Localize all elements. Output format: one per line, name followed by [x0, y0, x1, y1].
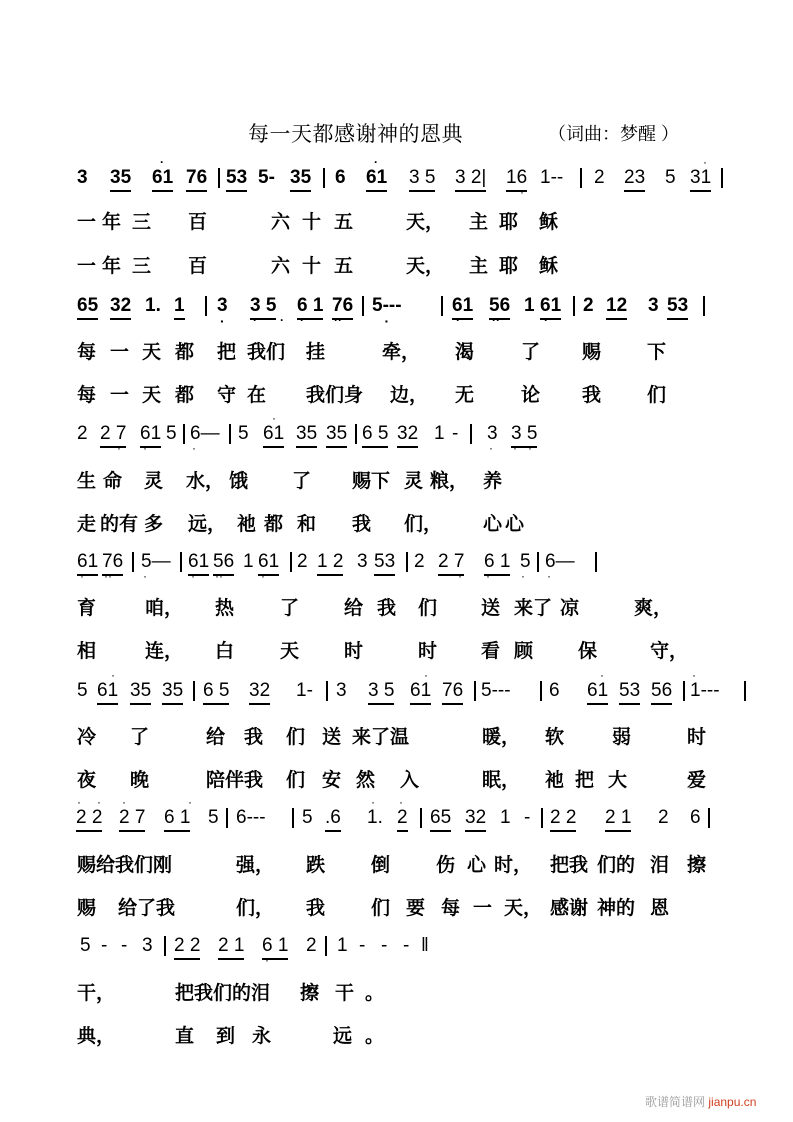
note: 35	[110, 166, 131, 192]
note: 3 2|	[455, 166, 486, 192]
bar-line	[683, 681, 685, 701]
note: 2	[397, 806, 408, 832]
note: .6	[325, 806, 341, 832]
notation-line-1: 3 35 61 · 76 53 5- 35 6 61 · 3 5 3 2| 16 · 1-- 2 23 5 31 ·	[0, 166, 793, 196]
note: 61	[452, 294, 473, 320]
watermark	[645, 1093, 756, 1110]
note: 53	[374, 550, 395, 576]
note: 3	[336, 680, 347, 701]
lyrics-line-2-verse-2: 每 一 天 都 守 在 我们身 边， 无 论 我 们	[77, 384, 667, 406]
note: 3 5	[409, 166, 435, 192]
bar-line	[193, 681, 195, 701]
lyrics-line-3-verse-1: 生 命 灵 水， 饿 了 赐下 灵 粮， 养	[77, 470, 503, 492]
note: 65	[77, 294, 98, 320]
note: 2 1	[605, 806, 631, 832]
note: 2 7	[438, 550, 464, 576]
bar-line	[703, 296, 705, 316]
lyrics-line-5-verse-2: 夜 晚 陪伴我 们 安 然 入 眠， 祂 把 大 爱	[77, 769, 707, 791]
note: 61	[587, 679, 608, 705]
note: 61	[366, 166, 387, 192]
bar-line	[325, 936, 327, 956]
bar-line	[292, 808, 294, 828]
note: 2 2	[174, 934, 200, 960]
note: 6 1	[262, 934, 288, 960]
note: 1---	[690, 680, 720, 701]
note: 2	[77, 423, 88, 444]
note: 3	[357, 551, 368, 572]
note: 32	[249, 679, 270, 705]
note: 1	[500, 807, 511, 828]
bar-line	[218, 168, 220, 188]
note: 1	[524, 295, 535, 316]
lyrics-line-3-verse-2: 走 的有 多 远， 祂 都 和 我 们， 心 心	[77, 513, 525, 535]
note: 5--- ·	[372, 294, 402, 318]
note: 61	[152, 166, 173, 192]
note: 2	[658, 807, 669, 828]
note: 3 5	[368, 679, 394, 705]
note: 6 1	[164, 806, 190, 832]
note: 1	[337, 935, 348, 956]
note: 6 5	[203, 679, 229, 705]
note: 56	[651, 679, 672, 705]
bar-line	[406, 552, 408, 572]
note: 61	[263, 422, 284, 448]
bar-line	[708, 808, 710, 828]
note: 35	[162, 679, 183, 705]
lyrics-line-6-verse-1: 赐给我们刚 强， 跌 倒 伤 心 时， 把我 们的 泪 擦	[77, 854, 707, 876]
note: 56	[213, 550, 234, 576]
note: 6	[549, 680, 560, 701]
lyrics-line-1-verse-2: 一 年 三 百 六 十 五 天， 主 耶 稣	[77, 255, 559, 277]
notation-line-3: 2 2 7 · 61 · 5 6— · 5 61 · 35 35 6 5 32 1 - 3 · 3 5 · ·	[77, 411, 538, 455]
lyrics-line-7-verse-2: 典， 直 到 永 远 。	[77, 1025, 385, 1047]
note: 61	[188, 550, 209, 576]
note: 6 1	[297, 294, 323, 320]
bar-line	[721, 168, 723, 188]
note: 6 5	[362, 422, 388, 448]
note: 5---	[481, 680, 511, 701]
notation-line-6: · · · 2 2 2 7 6 1 · 5 6--- 5 .6 1. · 2 · 65 32 1 - 2 2 2 1 2 6	[0, 806, 793, 836]
lyricist-composer-credit: （词曲：梦醒 ）	[548, 124, 680, 144]
note: 5—	[141, 551, 171, 572]
bar-line	[326, 681, 328, 701]
note: 61	[97, 679, 118, 705]
note: 1	[174, 294, 185, 320]
note: 5	[520, 551, 531, 572]
note: 1 2	[317, 550, 343, 576]
bar-line	[744, 681, 746, 701]
final-barline: ‖	[421, 935, 429, 956]
bar-line	[474, 681, 476, 701]
note: 5	[665, 167, 676, 188]
note: 76	[186, 166, 207, 192]
bar-line	[205, 296, 207, 316]
note: 35	[296, 422, 317, 448]
note: 76	[102, 550, 123, 576]
note: 5	[302, 807, 313, 828]
note: 2	[414, 551, 425, 572]
note: 5	[77, 680, 88, 701]
notation-line-2: 65 32 1. 1 3 · 3 5 · · 6 1 · 76 ·· 5--- · 61 · 56 ·· 1 61 · 2 12 3 53	[0, 294, 793, 324]
note: 53	[619, 679, 640, 705]
lyrics-line-7-verse-1: 干， 把我们的泪 擦 干 。	[77, 982, 385, 1004]
note: 1.	[367, 807, 383, 828]
note: 3 5	[250, 294, 276, 320]
lyrics-line-5-verse-1: 冷 了 给 我 们 送 来了温 暖， 软 弱 时	[77, 726, 707, 748]
notation-line-5: 5 61 · 35 35 6 5 32 1- 3 3 5 61 · 76 5--- 6 61 · 53 56 1--- ·	[0, 679, 793, 709]
note: -	[359, 935, 366, 956]
bar-line	[323, 168, 325, 188]
lyrics-line-1-verse-1: 一 年 三 百 六 十 五 天， 主 耶 稣	[77, 211, 559, 233]
bar-line	[180, 552, 182, 572]
note: 1	[243, 551, 254, 572]
note: 5	[238, 423, 249, 444]
note: 5	[166, 423, 177, 444]
note: 32	[110, 294, 131, 320]
note: 6—	[545, 551, 575, 572]
song-title: 每一天都感谢神的恩典	[248, 123, 463, 146]
note: 3 ·	[217, 294, 228, 318]
note: 35	[290, 166, 311, 192]
note: 6 1	[484, 550, 510, 576]
note: 2 1	[218, 934, 244, 960]
note: 23	[624, 166, 645, 192]
note: 3	[487, 423, 498, 444]
note: -	[524, 807, 531, 828]
note: 6---	[236, 807, 266, 828]
note: 6	[690, 807, 701, 828]
note: 32	[397, 422, 418, 448]
note: 2	[306, 935, 317, 956]
lyrics-line-4-verse-1: 育 咱， 热 了 给 我 们 送 来了 凉 爽，	[77, 597, 673, 619]
note: -	[121, 935, 128, 956]
note: 3	[142, 935, 153, 956]
note: 3	[77, 167, 88, 188]
note: 53	[667, 294, 688, 320]
note: 16	[506, 166, 527, 192]
lyrics-line-2-verse-1: 每 一 天 都 把 我们 挂 牵， 渴 了 赐 下	[77, 341, 667, 363]
note: 2 2	[550, 806, 576, 832]
lyrics-line-6-verse-2: 赐 给了我 们， 我 们 要 每 一 天， 感谢 神的 恩	[77, 897, 670, 919]
bar-line	[573, 296, 575, 316]
note: 1--	[540, 167, 564, 188]
note: 32	[465, 806, 486, 832]
watermark-cn: 歌谱简谱网	[645, 1095, 706, 1109]
watermark-en: jianpu.cn	[708, 1095, 757, 1109]
note: 5	[208, 807, 219, 828]
note: -	[381, 935, 388, 956]
note: 2 2	[76, 806, 102, 832]
notation-line-7: 5 - - 3 2 2 2 1 6 1 · 2 1 - - - ‖	[80, 935, 429, 967]
note: 76	[332, 294, 353, 320]
bar-line	[226, 808, 228, 828]
note: 2 7	[100, 422, 126, 448]
note: 35	[326, 422, 347, 448]
bar-line	[229, 424, 231, 444]
note: 1	[434, 423, 445, 444]
bar-line	[290, 552, 292, 572]
note: 31	[690, 166, 711, 192]
note: 35	[130, 679, 151, 705]
note: 6	[335, 167, 346, 188]
notation-line-4: 61 · 76 ·· 5— · 61 · 56 ·· 1 61 · 2 1 2 3 53 2 2 7 · 6 1 · 5 · 6— ·	[0, 550, 793, 580]
note: 2	[594, 167, 605, 188]
note: 76	[442, 679, 463, 705]
bar-line	[580, 168, 582, 188]
note: 61	[540, 294, 561, 320]
note: -	[101, 935, 108, 956]
note: 6—	[190, 423, 220, 444]
note: -	[403, 935, 410, 956]
bar-line	[441, 296, 443, 316]
note: 61	[258, 550, 279, 576]
bar-line	[420, 808, 422, 828]
note: 3 5	[511, 422, 537, 448]
note: 56	[489, 294, 510, 320]
note: 61	[410, 679, 431, 705]
note: 53	[226, 166, 247, 192]
bar-line	[183, 424, 185, 444]
bar-line	[132, 552, 134, 572]
note: 2	[583, 295, 594, 316]
bar-line	[537, 552, 539, 572]
note: 61	[77, 550, 98, 576]
note: 12	[606, 294, 627, 320]
note: 1-	[296, 680, 313, 701]
bar-line	[164, 936, 166, 956]
note: -	[452, 423, 459, 444]
note: 2 7	[119, 806, 145, 832]
note: 5	[80, 935, 91, 956]
note: 65	[430, 806, 451, 832]
lyrics-line-4-verse-2: 相 连， 白 天 时 时 看 顾 保 守，	[77, 640, 689, 662]
bar-line	[362, 296, 364, 316]
bar-line	[540, 681, 542, 701]
note: 1.	[145, 295, 161, 316]
note: 5-	[258, 167, 275, 188]
bar-line	[355, 424, 357, 444]
note: 3	[648, 295, 659, 316]
bar-line	[541, 808, 543, 828]
bar-line	[595, 552, 597, 572]
note: 61	[140, 422, 161, 448]
note: 2	[297, 551, 308, 572]
bar-line	[470, 424, 472, 444]
